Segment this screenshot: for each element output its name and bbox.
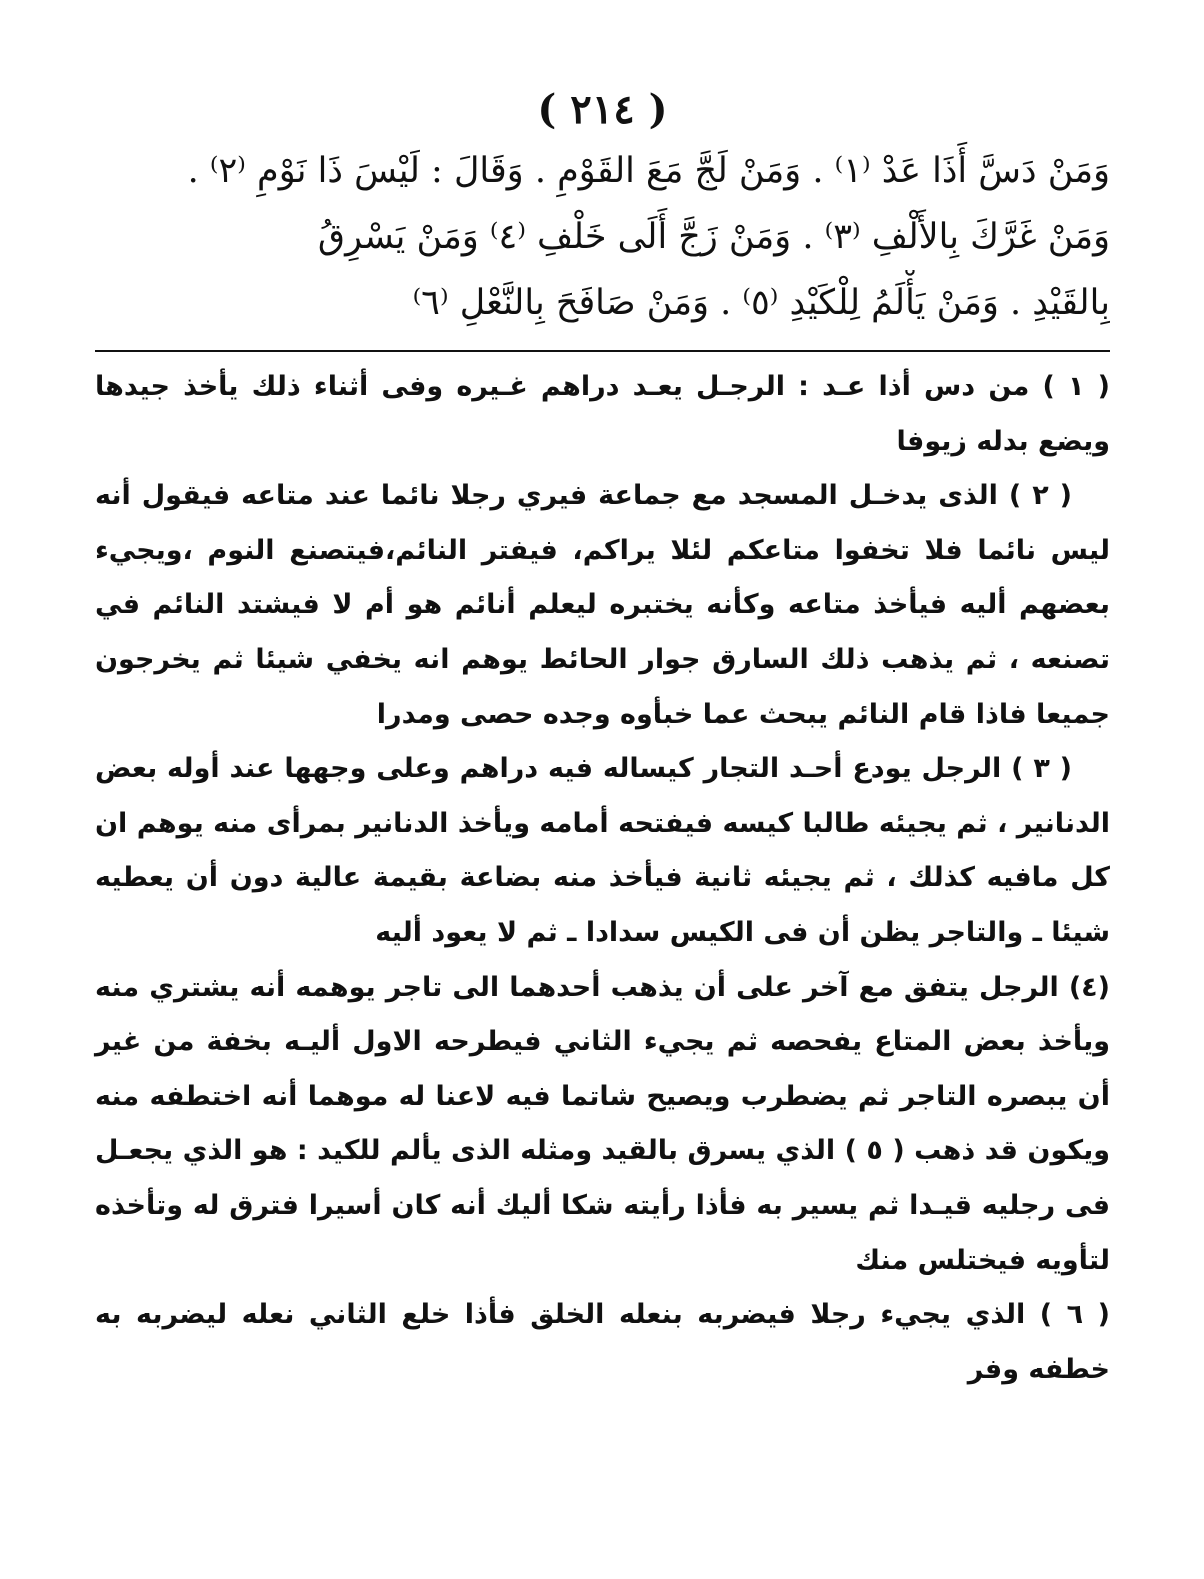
footnote-1: ( ١ ) من دس أذا عـد : الرجـل يعـد دراهم غـيره وفى أثناء ذلك يأخذ جيدها ويضع بدله زيوفا <box>95 371 1111 457</box>
footnote-3: ( ٣ ) الرجل يودع أحـد التجار كيساله فيه دراهم وعلى وجهها عند أوله بعض الدنانير ، ثم يجيئه طالبا كيسه فيفتحه أمامه ويأخذ الدنانير بمرأى منه يوهم ان كل مافيه كذلك ، ثم يجيئه ثانية فيأخذ منه بضاعة بقيمة عالية دون أن يعطيه شيئا ـ والتاجر يظن أن فى الكيس سدادا ـ ثم لا يعود أليه <box>95 753 1110 948</box>
page-number: ( ٢١٤ ) <box>537 86 668 133</box>
verse-line: وَمَنْ دَسَّ أَذَا عَدْ ⁽١⁾ . وَمَنْ لَجَّ مَعَ القَوْمِ . وَقَالَ : لَيْسَ ذَا نَوْمِ ⁽٢⁾ . <box>187 151 1110 191</box>
verse-line: وَمَنْ غَرَّكَ بِالأَلْفِ ⁽٣⁾ . وَمَنْ زَجَّ أَلَى خَلْفِ ⁽٤⁾ وَمَنْ يَسْرِقُ <box>317 217 1110 257</box>
verse-line: بِالقَيْدِ . وَمَنْ يَأْلَمُ لِلْكَيْدِ ⁽٥⁾ . وَمَنْ صَافَحَ بِالنَّعْلِ ⁽٦⁾ <box>412 283 1110 323</box>
footnote-separator <box>95 350 1110 352</box>
footnote-2: ( ٢ ) الذى يدخـل المسجد مع جماعة فيري رجلا نائما عند متاعه فيقول أنه ليس نائما فلا تخفوا متاعكم لئلا يراكم، فيفتر النائم،فيتصنع النوم ،ويجيء بعضهم أليه فيأخذ متاعه وكأنه يختبره ليعلم أنائم هو أم لا فيشتد النائم في تصنعه ، ثم يذهب ذلك السارق جوار الحائط يوهم انه يخفي شيئا ثم يخرجون جميعا فاذا قام النائم يبحث عما خبأوه وجده حصى ومدرا <box>95 480 1110 730</box>
verse-block <box>95 138 1110 336</box>
footnote-6: ( ٦ ) الذي يجيء رجلا فيضربه بنعله الخلق فأذا خلع الثاني نعله ليضربه به خطفه وفر <box>95 1299 1110 1385</box>
book-page <box>95 82 1110 1552</box>
footnotes <box>95 360 1110 1397</box>
footnote-4: (٤) الرجل يتفق مع آخر على أن يذهب أحدهما الى تاجر يوهمه أنه يشتري منه ويأخذ بعض المتاع يفحصه ثم يجيء الثاني فيطرحه الاول أليـه بخفة من غير أن يبصره التاجر ثم يضطرب ويصيح شاتما فيه لاعنا له موهما أنه اختطفه منه ويكون قد ذهب ( ٥ ) الذي يسرق بالقيد ومثله الذى يألم للكيد : هو الذي يجعـل فى رجليه قيـدا ثم يسير به فأذا رأيته شكا أليك أنه كان أسيرا فترق له وتأخذه لتأويه فيختلس منك <box>95 971 1111 1276</box>
